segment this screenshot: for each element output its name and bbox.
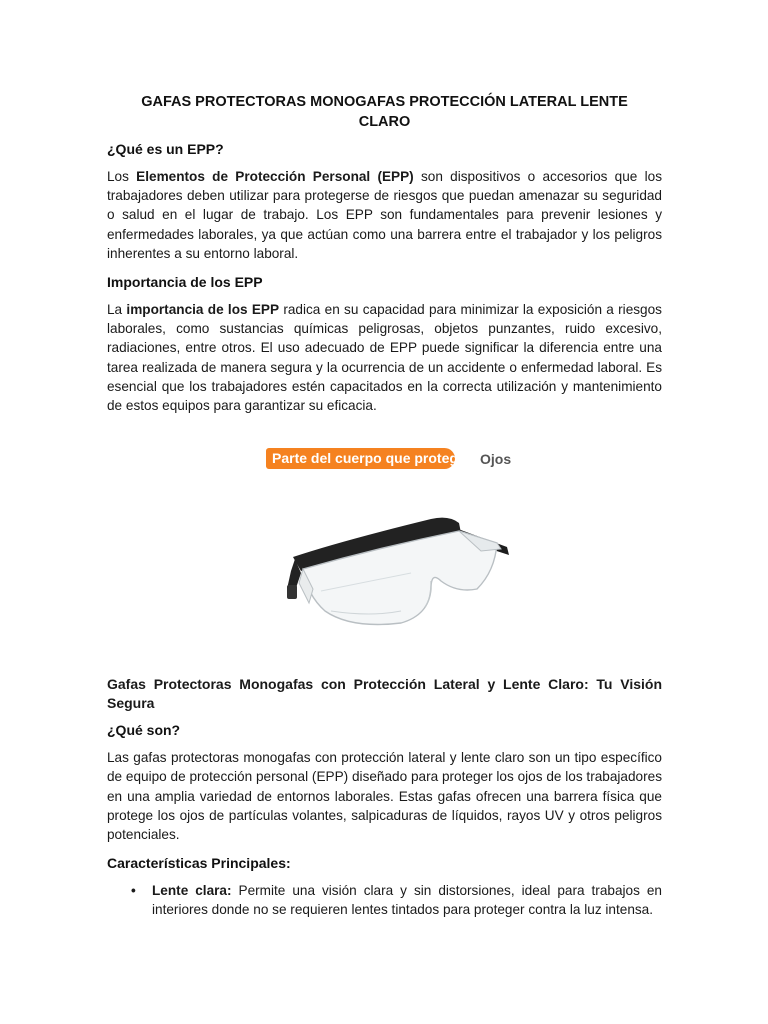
bullet-icon: • [131,883,136,899]
document-title: GAFAS PROTECTORAS MONOGAFAS PROTECCIÓN LATERAL LENTE CLARO [141,94,628,130]
body-part-value: Ojos [480,451,512,468]
text-span: son dispositivos o accesorios que los trabajadores deben utilizar para protegerse de riesgos que puedan amenazar su seguridad o salud en el lugar de trabajo. Los EPP son fundamentales para prevenir lesiones y enfermedades laborales, ya que actúan como una barrera entre el trabajador y los peligros inherentes a su entorno laboral. [107,169,662,261]
text-span: radica en su capacidad para minimizar la exposición a riesgos laborales, como sustancias químicas peligrosas, objetos punzantes, ruido excesivo, radiaciones, entre otros. El uso adecuado de EPP puede significar la diferencia entre una tarea realizada de manera segura y la ocurrencia de un accidente o enfermedad laboral. Es esencial que los trabajadores estén capacitados en la correcta utilización y mantenimiento de estos equipos para garantizar su eficacia. [107,302,662,414]
heading-caracteristicas: Características Principales: [107,855,291,872]
paragraph-epp-definition [107,167,662,263]
features-list [107,881,662,919]
section-title: Gafas Protectoras Monogafas con Protección Lateral y Lente Claro: Tu Visión Segura [107,676,662,712]
heading-que-es-epp: ¿Qué es un EPP? [107,141,224,157]
document-body [107,92,662,920]
product-image [259,439,555,651]
text-span: La [107,302,127,318]
heading-que-son: ¿Qué son? [107,722,181,739]
bold-term: importancia de los EPP [126,302,280,318]
paragraph-importancia [107,300,662,415]
safety-glasses-icon [281,511,515,637]
list-item [107,881,662,919]
bold-term: Elementos de Protección Personal (EPP) [136,169,414,184]
heading-importancia: Importancia de los EPP [107,274,263,291]
bold-term: Lente clara: [152,883,232,899]
text-span: Permite una visión clara y sin distorsiones, ideal para trabajos en interiores donde no se requieren lentes tintados para proteger contra la luz intensa. [152,883,662,918]
paragraph-que-son: Las gafas protectoras monogafas con protección lateral y lente claro son un tipo específico de equipo de protección personal (EPP) diseñado para proteger los ojos de los trabajadores en una amplia variedad de entornos laborales. Estas gafas ofrecen una barrera física que protege los ojos de partículas volantes, salpicaduras de líquidos, rayos UV y otros peligros potenciales. [107,750,662,843]
body-part-badge: Parte del cuerpo que protege: [266,448,455,469]
text-span: Los [107,169,137,184]
